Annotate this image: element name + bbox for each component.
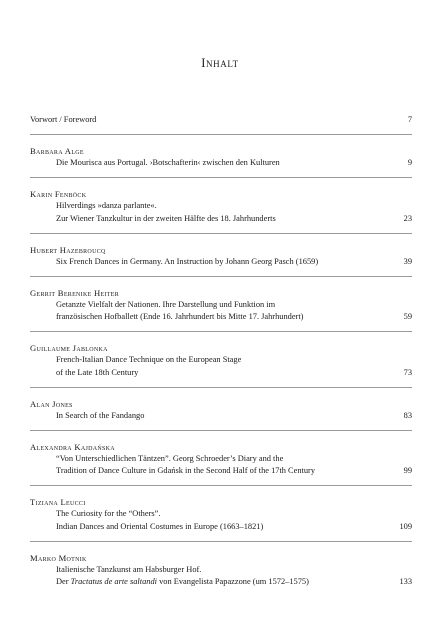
entry-author: Karin Fenböck — [30, 189, 87, 200]
page-number: 109 — [399, 521, 412, 531]
entry-author: Hubert Hazebroucq — [30, 244, 106, 255]
entry-title-line: Indian Dances and Oriental Costumes in Europe (1663–1821) — [56, 521, 264, 531]
entry-title-line: Tradition of Dance Culture in Gdańsk in the Second Half of the 17th Century — [56, 466, 316, 476]
page-number: 133 — [399, 577, 412, 587]
entry-title-line: Die Mourisca aus Portugal. ›Botschafterin‹ zwischen den Kulturen — [56, 158, 280, 168]
page-number: 7 — [407, 115, 412, 124]
entry-author: Gerrit Berenike Heiter — [30, 288, 120, 299]
table-of-contents — [30, 114, 412, 606]
toc-entry — [30, 441, 412, 486]
toc-entry — [30, 342, 412, 387]
page-number: 73 — [403, 367, 412, 377]
entry-title-line: Vorwort / Foreword — [30, 115, 97, 124]
page-number: 9 — [407, 158, 412, 168]
entry-title-line: Six French Dances in Germany. An Instruction by Johann Georg Pasch (1659) — [56, 256, 319, 266]
entry-title-line: of the Late 18th Century — [56, 367, 139, 377]
page-number: 59 — [403, 312, 412, 322]
entry-title-line: Italienische Tanzkunst am Habsburger Hof. — [56, 564, 202, 574]
entry-title-line: Getanzte Vielfalt der Nationen. Ihre Darstellung und Funktion im — [56, 300, 276, 310]
entry-author: Alexandra Kajdańska — [30, 442, 115, 453]
toc-entry — [30, 145, 412, 178]
entry-title-line: French-Italian Dance Technique on the European Stage — [56, 355, 242, 365]
page-number: 83 — [403, 410, 412, 420]
title-text-post: von Evangelista Papazzone (um 1572–1575) — [156, 577, 309, 587]
entry-author: Barbara Alge — [30, 146, 84, 157]
entry-title-line: In Search of the Fandango — [56, 410, 145, 420]
toc-entry — [30, 114, 412, 135]
entry-title-line: Zur Wiener Tanzkultur in der zweiten Hälfte des 18. Jahrhunderts — [56, 213, 276, 223]
title-text-pre: Der — [56, 577, 71, 587]
toc-entry — [30, 244, 412, 277]
toc-entry — [30, 496, 412, 541]
entry-title-line: The Curiosity for the “Others”. — [56, 509, 161, 519]
entry-title-line-mixed — [30, 576, 412, 588]
entry-author: Guillaume Jablonka — [30, 343, 108, 354]
entry-title-line: “Von Unterschiedlichen Täntzen”. Georg Schroeder’s Diary and the — [56, 454, 284, 464]
toc-entry — [30, 552, 412, 596]
entry-title-line: Hilverdings »danza parlante«. — [56, 201, 157, 211]
entry-author: Marko Motnik — [30, 552, 87, 563]
toc-entry — [30, 287, 412, 332]
toc-entry — [30, 188, 412, 233]
page-title: Inhalt — [201, 56, 239, 70]
entry-author: Alan Jones — [30, 398, 73, 409]
toc-entry — [30, 398, 412, 431]
entry-title-line: französischen Hofballett (Ende 16. Jahrhundert bis Mitte 17. Jahrhundert) — [56, 312, 304, 322]
entry-author: Tiziana Leucci — [30, 497, 86, 508]
page-number: 23 — [403, 213, 412, 223]
title-text-italic: Tractatus de arte saltandi — [70, 577, 157, 587]
page-number: 99 — [403, 466, 412, 476]
page-number: 39 — [403, 256, 412, 266]
